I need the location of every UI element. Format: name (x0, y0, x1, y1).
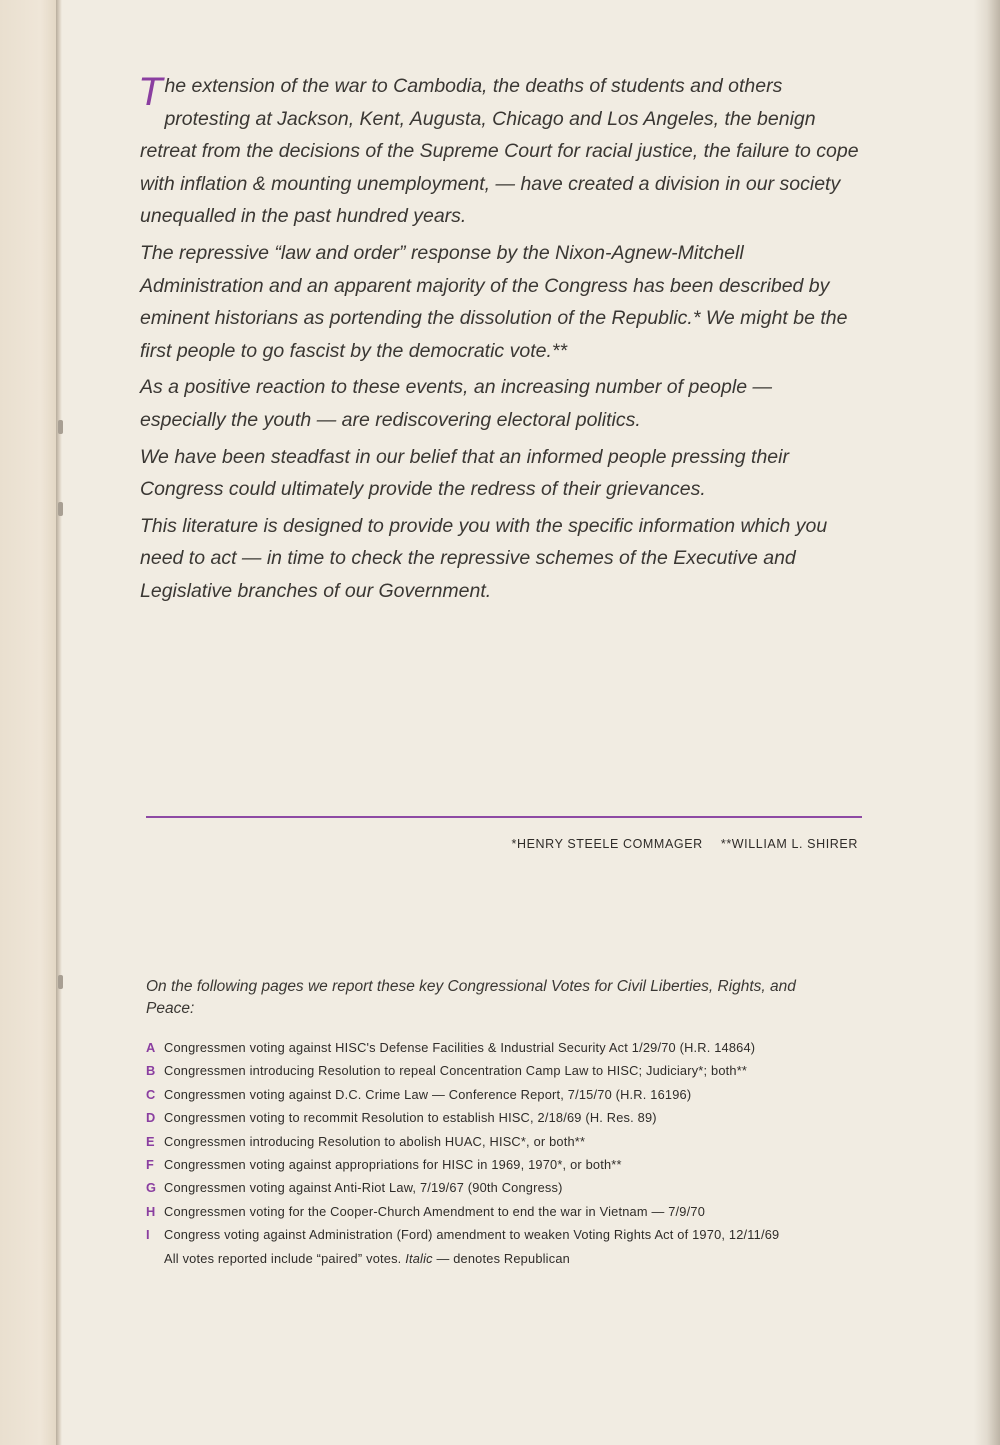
paragraph-1 (140, 70, 860, 233)
main-text (140, 70, 860, 612)
vote-item-a (146, 1036, 926, 1059)
staple-mark (58, 975, 63, 989)
footnotes (498, 837, 858, 851)
paragraph-2: The repressive “law and order” response by the Nixon-Agnew-Mitchell Administration and an apparent majority of the Congress has been described by eminent historians as portending the dissolution of the Republic.* We might be the first people to go fascist by the democratic vote.** (140, 241, 848, 362)
vote-text: Congressmen voting against HISC's Defense Facilities & Industrial Security Act 1/29/70 (H.R. 14864) (164, 1040, 756, 1055)
vote-letter: A (146, 1040, 156, 1055)
vote-item-h (146, 1200, 926, 1223)
vote-item-c (146, 1083, 926, 1106)
staple-mark (58, 420, 63, 434)
vote-letter: D (146, 1110, 156, 1126)
vote-item-i (146, 1223, 926, 1246)
vote-letter: H (146, 1203, 156, 1219)
votes-intro: On the following pages we report these key Congressional Votes for Civil Liberties, Rights, and Peace: (146, 978, 796, 1017)
votes-note-italic: Italic (405, 1250, 433, 1266)
footnote-shirer: **WILLIAM L. SHIRER (720, 837, 858, 851)
vote-letter: E (146, 1133, 155, 1149)
paragraph-3: As a positive reaction to these events, an increasing number of people — especially the youth — are rediscovering electoral politics. (140, 376, 772, 431)
vote-letter: G (146, 1180, 157, 1196)
page-edge-shadow (974, 0, 1000, 1445)
vote-item-b (146, 1059, 926, 1082)
footnote-commager: *HENRY STEELE COMMAGER (511, 837, 703, 851)
votes-note (146, 1247, 926, 1270)
vote-item-f (146, 1153, 926, 1176)
vote-text: Congress voting against Administration (Ford) amendment to weaken Voting Rights Act of 1970, 12/11/69 (164, 1227, 780, 1243)
vote-text: Congressmen voting against Anti-Riot Law, 7/19/67 (90th Congress) (164, 1180, 563, 1196)
facing-page-edge (0, 0, 58, 1445)
paragraph-5: This literature is designed to provide you with the specific information which you need to act — in time to check the repressive schemes of the Executive and Legislative branches of our Government. (140, 514, 828, 602)
vote-letter: C (146, 1086, 156, 1102)
divider-rule (146, 816, 862, 818)
vote-text: Congressmen introducing Resolution to abolish HUAC, HISC*, or both** (164, 1133, 586, 1149)
vote-text: Congressmen voting for the Cooper-Church Amendment to end the war in Vietnam — 7/9/70 (164, 1203, 706, 1219)
paragraph-1-text: he extension of the war to Cambodia, the deaths of students and others protesting at Jackson, Kent, Augusta, Chicago and Los Angeles, the benign retreat from the decisions of the Supreme Court for racial justice, the failure to cope with inflation & mounting unemployment, — have created a division in our society unequalled in the past hundred years. (140, 75, 859, 228)
vote-text: Congressmen voting against appropriations for HISC in 1969, 1970*, or both** (164, 1157, 622, 1173)
drop-cap: T (138, 70, 163, 114)
votes-note-prefix: All votes reported include “paired” votes. (164, 1250, 406, 1266)
staple-mark (58, 502, 63, 516)
vote-text: Congressmen voting against D.C. Crime Law — Conference Report, 7/15/70 (H.R. 16196) (164, 1086, 692, 1102)
vote-item-g (146, 1176, 926, 1199)
vote-letter: F (146, 1157, 155, 1173)
vote-text: Congressmen voting to recommit Resolution to establish HISC, 2/18/69 (H. Res. 89) (164, 1110, 657, 1126)
vote-item-e (146, 1130, 926, 1153)
vote-letter: I (146, 1227, 150, 1243)
paragraph-4: We have been steadfast in our belief that an informed people pressing their Congress could ultimately provide the redress of their grievances. (140, 445, 789, 501)
votes-note-suffix: — denotes Republican (432, 1250, 570, 1266)
vote-text: Congressmen introducing Resolution to repeal Concentration Camp Law to HISC; Judiciary*; both** (164, 1063, 748, 1079)
vote-letter: B (146, 1063, 156, 1079)
binding-gutter (56, 0, 62, 1445)
vote-item-d (146, 1106, 926, 1129)
votes-legend (146, 1036, 926, 1270)
